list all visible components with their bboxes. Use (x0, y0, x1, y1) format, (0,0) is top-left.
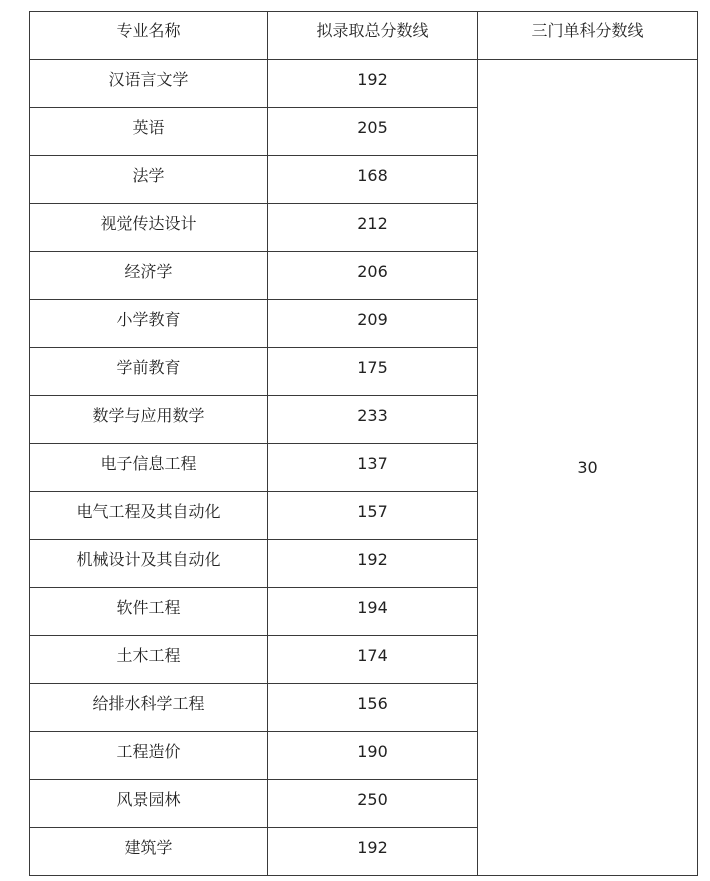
total-score-cell: 175 (268, 348, 478, 396)
total-score-cell: 174 (268, 636, 478, 684)
major-name-cell: 数学与应用数学 (30, 396, 268, 444)
header-total-score: 拟录取总分数线 (268, 12, 478, 60)
major-name-cell: 建筑学 (30, 828, 268, 876)
total-score-cell: 205 (268, 108, 478, 156)
major-name-cell: 学前教育 (30, 348, 268, 396)
total-score-cell: 212 (268, 204, 478, 252)
major-name-cell: 视觉传达设计 (30, 204, 268, 252)
major-name-cell: 汉语言文学 (30, 60, 268, 108)
major-name-cell: 电子信息工程 (30, 444, 268, 492)
major-name-cell: 小学教育 (30, 300, 268, 348)
major-name-cell: 风景园林 (30, 780, 268, 828)
total-score-cell: 192 (268, 828, 478, 876)
total-score-cell: 233 (268, 396, 478, 444)
major-name-cell: 英语 (30, 108, 268, 156)
total-score-cell: 190 (268, 732, 478, 780)
major-name-cell: 法学 (30, 156, 268, 204)
header-row (30, 12, 698, 60)
table-header (30, 12, 698, 60)
table-row (30, 60, 698, 108)
major-name-cell: 土木工程 (30, 636, 268, 684)
total-score-cell: 250 (268, 780, 478, 828)
header-major: 专业名称 (30, 12, 268, 60)
header-single-score: 三门单科分数线 (478, 12, 698, 60)
total-score-cell: 192 (268, 540, 478, 588)
major-name-cell: 经济学 (30, 252, 268, 300)
total-score-cell: 206 (268, 252, 478, 300)
total-score-cell: 192 (268, 60, 478, 108)
major-name-cell: 给排水科学工程 (30, 684, 268, 732)
total-score-cell: 157 (268, 492, 478, 540)
single-subject-score-cell: 30 (478, 60, 698, 876)
total-score-cell: 156 (268, 684, 478, 732)
table-body (30, 60, 698, 876)
total-score-cell: 209 (268, 300, 478, 348)
major-name-cell: 机械设计及其自动化 (30, 540, 268, 588)
major-name-cell: 电气工程及其自动化 (30, 492, 268, 540)
total-score-cell: 137 (268, 444, 478, 492)
major-name-cell: 软件工程 (30, 588, 268, 636)
total-score-cell: 194 (268, 588, 478, 636)
major-name-cell: 工程造价 (30, 732, 268, 780)
total-score-cell: 168 (268, 156, 478, 204)
score-table (29, 11, 698, 876)
